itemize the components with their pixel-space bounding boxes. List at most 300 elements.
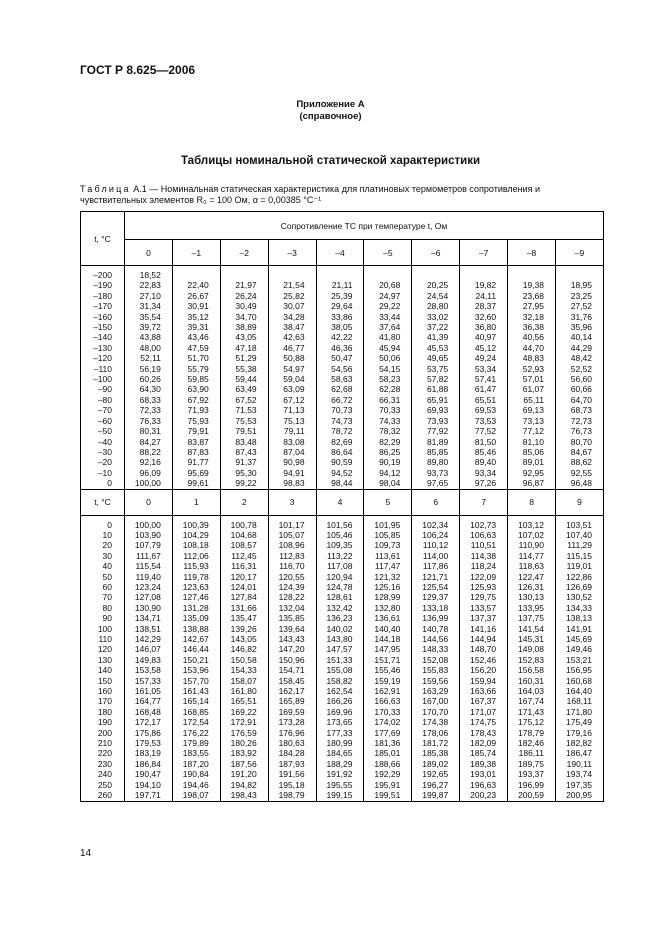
value-cell: 52,11 — [125, 353, 173, 363]
value-cell: 93,34 — [460, 468, 508, 478]
table-row — [81, 343, 604, 353]
temperature-cell: 110 — [81, 634, 125, 644]
value-cell: 54,15 — [364, 364, 412, 374]
value-cell: 150,58 — [220, 655, 268, 665]
temperature-cell: –160 — [81, 312, 125, 322]
value-cell: 48,83 — [508, 353, 556, 363]
value-cell: 53,34 — [460, 364, 508, 374]
value-cell: 31,76 — [556, 312, 604, 322]
value-cell — [172, 270, 220, 280]
value-cell: 139,26 — [220, 624, 268, 634]
temperature-cell: –170 — [81, 301, 125, 311]
value-cell: 175,49 — [556, 717, 604, 727]
value-cell — [268, 270, 316, 280]
value-cell: 76,73 — [556, 426, 604, 436]
value-cell: 40,14 — [556, 332, 604, 342]
value-cell: 86,25 — [364, 447, 412, 457]
value-cell: 200,95 — [556, 790, 604, 801]
value-cell: 36,38 — [508, 322, 556, 332]
value-cell: 117,47 — [364, 561, 412, 571]
value-cell: 153,96 — [172, 665, 220, 675]
temperature-cell: 120 — [81, 644, 125, 654]
value-cell: 135,85 — [268, 613, 316, 623]
value-cell: 62,28 — [364, 384, 412, 394]
value-cell: 170,33 — [364, 707, 412, 717]
value-cell: 168,85 — [172, 707, 220, 717]
value-cell: 194,82 — [220, 780, 268, 790]
value-cell: 54,56 — [316, 364, 364, 374]
value-cell: 146,82 — [220, 644, 268, 654]
value-cell: 141,16 — [460, 624, 508, 634]
value-cell: 125,93 — [460, 582, 508, 592]
value-cell: 114,77 — [508, 551, 556, 561]
value-cell: 19,82 — [460, 280, 508, 290]
table-row — [81, 717, 604, 727]
value-cell: 188,29 — [316, 759, 364, 769]
value-cell: 136,61 — [364, 613, 412, 623]
temperature-cell: 60 — [81, 582, 125, 592]
value-cell: 200,23 — [460, 790, 508, 801]
value-cell: 22,83 — [125, 280, 173, 290]
table-row — [81, 707, 604, 717]
value-cell: 124,39 — [268, 582, 316, 592]
table-row — [81, 280, 604, 290]
value-cell: 110,51 — [460, 540, 508, 550]
value-cell: 115,54 — [125, 561, 173, 571]
value-cell: 35,12 — [172, 312, 220, 322]
value-cell: 88,62 — [556, 457, 604, 467]
value-cell: 112,83 — [268, 551, 316, 561]
value-cell: 151,33 — [316, 655, 364, 665]
value-cell: 83,87 — [172, 437, 220, 447]
value-cell — [316, 270, 364, 280]
value-cell: 141,91 — [556, 624, 604, 634]
value-cell: 195,55 — [316, 780, 364, 790]
value-cell: 49,65 — [412, 353, 460, 363]
value-cell: 140,02 — [316, 624, 364, 634]
value-cell: 89,01 — [508, 457, 556, 467]
value-cell: 163,66 — [460, 686, 508, 696]
value-cell: 190,84 — [172, 769, 220, 779]
value-cell: 119,40 — [125, 572, 173, 582]
value-cell: 121,71 — [412, 572, 460, 582]
value-cell: 116,70 — [268, 561, 316, 571]
value-cell: 100,39 — [172, 520, 220, 530]
table-row — [81, 644, 604, 654]
value-cell: 120,55 — [268, 572, 316, 582]
value-cell: 59,04 — [268, 374, 316, 384]
value-cell: 166,63 — [364, 696, 412, 706]
value-cell: 91,77 — [172, 457, 220, 467]
temperature-cell: 40 — [81, 561, 125, 571]
table-row — [81, 738, 604, 748]
value-cell: 189,75 — [508, 759, 556, 769]
table-row — [81, 447, 604, 457]
value-cell: 164,40 — [556, 686, 604, 696]
temperature-cell: –10 — [81, 468, 125, 478]
temperature-cell: 250 — [81, 780, 125, 790]
value-cell: 56,60 — [556, 374, 604, 384]
value-cell: 45,12 — [460, 343, 508, 353]
temperature-cell: –190 — [81, 280, 125, 290]
value-cell: 78,32 — [364, 426, 412, 436]
value-cell: 27,10 — [125, 291, 173, 301]
value-cell: 41,80 — [364, 332, 412, 342]
value-cell: 63,09 — [268, 384, 316, 394]
value-cell: 186,84 — [125, 759, 173, 769]
value-cell: 21,11 — [316, 280, 364, 290]
value-cell: 101,95 — [364, 520, 412, 530]
value-cell: 102,73 — [460, 520, 508, 530]
value-cell: 169,59 — [268, 707, 316, 717]
table-row — [81, 416, 604, 426]
value-cell: 102,34 — [412, 520, 460, 530]
value-cell: 96,48 — [556, 478, 604, 489]
table-column-header-row — [81, 240, 604, 266]
value-cell: 96,09 — [125, 468, 173, 478]
value-cell: 194,46 — [172, 780, 220, 790]
value-cell: 44,29 — [556, 343, 604, 353]
temperature-cell: 170 — [81, 696, 125, 706]
value-cell: 193,74 — [556, 769, 604, 779]
value-cell: 162,91 — [364, 686, 412, 696]
table-row — [81, 665, 604, 675]
value-cell: 149,46 — [556, 644, 604, 654]
value-cell: 135,09 — [172, 613, 220, 623]
value-cell: 136,99 — [412, 613, 460, 623]
value-cell: 47,18 — [220, 343, 268, 353]
value-cell: 142,29 — [125, 634, 173, 644]
value-cell: 84,27 — [125, 437, 173, 447]
value-cell: 109,73 — [364, 540, 412, 550]
value-cell: 148,70 — [460, 644, 508, 654]
value-cell: 156,95 — [556, 665, 604, 675]
value-cell: 90,98 — [268, 457, 316, 467]
value-cell: 165,89 — [268, 696, 316, 706]
value-cell: 87,83 — [172, 447, 220, 457]
value-cell: 171,43 — [508, 707, 556, 717]
table-header-row-positive — [81, 489, 604, 515]
value-cell: 196,27 — [412, 780, 460, 790]
value-cell: 128,61 — [316, 592, 364, 602]
value-cell: 107,02 — [508, 530, 556, 540]
value-cell: 168,11 — [556, 696, 604, 706]
value-cell: 175,12 — [508, 717, 556, 727]
table-row — [81, 780, 604, 790]
table-row — [81, 301, 604, 311]
value-cell: 180,26 — [220, 738, 268, 748]
table-row — [81, 686, 604, 696]
value-cell: 43,05 — [220, 332, 268, 342]
column-header: –1 — [172, 240, 220, 266]
value-cell: 104,68 — [220, 530, 268, 540]
value-cell — [364, 270, 412, 280]
value-cell: 127,46 — [172, 592, 220, 602]
value-cell: 66,31 — [364, 395, 412, 405]
value-cell: 162,54 — [316, 686, 364, 696]
value-cell: 98,44 — [316, 478, 364, 489]
value-cell: 117,86 — [412, 561, 460, 571]
column-header: –2 — [220, 240, 268, 266]
temperature-cell: 160 — [81, 686, 125, 696]
table-row — [81, 395, 604, 405]
value-cell: 182,82 — [556, 738, 604, 748]
value-cell: 42,22 — [316, 332, 364, 342]
column-header: 0 — [125, 240, 173, 266]
table-row — [81, 634, 604, 644]
value-cell: 122,86 — [556, 572, 604, 582]
value-cell: 98,83 — [268, 478, 316, 489]
temperature-cell: 70 — [81, 592, 125, 602]
value-cell: 39,72 — [125, 322, 173, 332]
value-cell: 81,89 — [412, 437, 460, 447]
table-row — [81, 405, 604, 415]
value-cell: 125,54 — [412, 582, 460, 592]
value-cell: 160,68 — [556, 676, 604, 686]
value-cell: 82,29 — [364, 437, 412, 447]
column-header: 3 — [268, 489, 316, 515]
value-cell: 110,12 — [412, 540, 460, 550]
temperature-cell: –90 — [81, 384, 125, 394]
value-cell: 20,68 — [364, 280, 412, 290]
row-label-header: t, °C — [81, 212, 125, 266]
column-header: 8 — [508, 489, 556, 515]
value-cell: 73,93 — [412, 416, 460, 426]
value-cell: 83,48 — [220, 437, 268, 447]
value-cell: 120,17 — [220, 572, 268, 582]
value-cell: 144,18 — [364, 634, 412, 644]
span-header: Сопротивление ТС при температуре t, Ом — [125, 212, 604, 240]
value-cell: 71,53 — [220, 405, 268, 415]
value-cell: 69,93 — [412, 405, 460, 415]
value-cell: 87,04 — [268, 447, 316, 457]
resistance-table — [80, 211, 604, 802]
value-cell: 38,47 — [268, 322, 316, 332]
value-cell: 174,02 — [364, 717, 412, 727]
temperature-cell: –70 — [81, 405, 125, 415]
value-cell: 46,77 — [268, 343, 316, 353]
value-cell: 117,08 — [316, 561, 364, 571]
value-cell: 77,12 — [508, 426, 556, 436]
value-cell: 40,97 — [460, 332, 508, 342]
value-cell: 195,18 — [268, 780, 316, 790]
value-cell: 87,43 — [220, 447, 268, 457]
value-cell: 119,78 — [172, 572, 220, 582]
value-cell: 171,07 — [460, 707, 508, 717]
value-cell: 185,74 — [460, 748, 508, 758]
value-cell: 90,59 — [316, 457, 364, 467]
value-cell: 99,61 — [172, 478, 220, 489]
value-cell: 35,54 — [125, 312, 173, 322]
value-cell: 112,06 — [172, 551, 220, 561]
temperature-cell: 0 — [81, 478, 125, 489]
value-cell: 29,22 — [364, 301, 412, 311]
table-row — [81, 603, 604, 613]
temperature-cell: –120 — [81, 353, 125, 363]
value-cell: 105,46 — [316, 530, 364, 540]
value-cell: 187,93 — [268, 759, 316, 769]
value-cell: 24,97 — [364, 291, 412, 301]
temperature-cell: 190 — [81, 717, 125, 727]
value-cell: 190,47 — [125, 769, 173, 779]
value-cell: 30,49 — [220, 301, 268, 311]
value-cell: 191,56 — [268, 769, 316, 779]
value-cell: 123,24 — [125, 582, 173, 592]
value-cell: 18,52 — [125, 270, 173, 280]
value-cell: 63,90 — [172, 384, 220, 394]
temperature-cell: 260 — [81, 790, 125, 801]
value-cell: 97,65 — [412, 478, 460, 489]
value-cell: 149,83 — [125, 655, 173, 665]
value-cell: 155,83 — [412, 665, 460, 675]
value-cell: 183,19 — [125, 748, 173, 758]
table-row — [81, 468, 604, 478]
value-cell: 89,40 — [460, 457, 508, 467]
value-cell: 140,78 — [412, 624, 460, 634]
table-row — [81, 613, 604, 623]
value-cell: 66,72 — [316, 395, 364, 405]
value-cell: 155,46 — [364, 665, 412, 675]
value-cell: 196,63 — [460, 780, 508, 790]
value-cell: 146,44 — [172, 644, 220, 654]
value-cell: 65,91 — [412, 395, 460, 405]
value-cell: 132,42 — [316, 603, 364, 613]
table-row — [81, 561, 604, 571]
temperature-cell: 20 — [81, 540, 125, 550]
value-cell: 164,77 — [125, 696, 173, 706]
value-cell: 173,28 — [268, 717, 316, 727]
value-cell: 181,36 — [364, 738, 412, 748]
value-cell: 159,56 — [412, 676, 460, 686]
value-cell: 85,85 — [412, 447, 460, 457]
table-row — [81, 592, 604, 602]
value-cell: 65,11 — [508, 395, 556, 405]
value-cell: 49,24 — [460, 353, 508, 363]
column-header: –6 — [412, 240, 460, 266]
temperature-cell: –60 — [81, 416, 125, 426]
temperature-cell: –200 — [81, 270, 125, 280]
value-cell: 61,07 — [508, 384, 556, 394]
value-cell: 161,80 — [220, 686, 268, 696]
value-cell: 152,83 — [508, 655, 556, 665]
value-cell: 74,73 — [316, 416, 364, 426]
value-cell: 26,24 — [220, 291, 268, 301]
value-cell: 113,22 — [316, 551, 364, 561]
value-cell: 128,99 — [364, 592, 412, 602]
value-cell: 154,71 — [268, 665, 316, 675]
value-cell: 169,96 — [316, 707, 364, 717]
value-cell: 59,85 — [172, 374, 220, 384]
temperature-cell: 0 — [81, 520, 125, 530]
value-cell: 73,13 — [508, 416, 556, 426]
value-cell: 135,47 — [220, 613, 268, 623]
value-cell: 159,19 — [364, 676, 412, 686]
value-cell: 184,65 — [316, 748, 364, 758]
value-cell: 183,55 — [172, 748, 220, 758]
column-header: 1 — [172, 489, 220, 515]
value-cell: 170,70 — [412, 707, 460, 717]
value-cell: 118,24 — [460, 561, 508, 571]
value-cell: 191,92 — [316, 769, 364, 779]
value-cell: 26,67 — [172, 291, 220, 301]
value-cell: 175,86 — [125, 728, 173, 738]
value-cell: 198,07 — [172, 790, 220, 801]
value-cell: 162,17 — [268, 686, 316, 696]
table-caption-prefix: Таблица — [80, 184, 131, 194]
value-cell: 130,90 — [125, 603, 173, 613]
value-cell: 67,92 — [172, 395, 220, 405]
value-cell: 187,20 — [172, 759, 220, 769]
table-row — [81, 540, 604, 550]
value-cell: 179,89 — [172, 738, 220, 748]
value-cell: 23,25 — [556, 291, 604, 301]
table-row — [81, 551, 604, 561]
value-cell: 141,54 — [508, 624, 556, 634]
value-cell: 137,75 — [508, 613, 556, 623]
value-cell: 41,39 — [412, 332, 460, 342]
table-caption — [80, 184, 600, 206]
value-cell: 123,63 — [172, 582, 220, 592]
column-header: –7 — [460, 240, 508, 266]
value-cell: 94,52 — [316, 468, 364, 478]
value-cell: 54,97 — [268, 364, 316, 374]
value-cell: 180,63 — [268, 738, 316, 748]
value-cell: 100,78 — [220, 520, 268, 530]
temperature-cell: 50 — [81, 572, 125, 582]
value-cell: 69,53 — [460, 405, 508, 415]
column-header: –8 — [508, 240, 556, 266]
value-cell: 120,94 — [316, 572, 364, 582]
temperature-cell: 210 — [81, 738, 125, 748]
value-cell: 20,25 — [412, 280, 460, 290]
value-cell: 192,65 — [412, 769, 460, 779]
value-cell: 101,17 — [268, 520, 316, 530]
value-cell: 189,38 — [460, 759, 508, 769]
value-cell: 63,49 — [220, 384, 268, 394]
value-cell: 136,23 — [316, 613, 364, 623]
value-cell: 32,18 — [508, 312, 556, 322]
value-cell: 130,13 — [508, 592, 556, 602]
value-cell: 190,11 — [556, 759, 604, 769]
value-cell: 65,51 — [460, 395, 508, 405]
value-cell: 95,69 — [172, 468, 220, 478]
value-cell: 78,72 — [316, 426, 364, 436]
value-cell: 48,42 — [556, 353, 604, 363]
value-cell: 40,56 — [508, 332, 556, 342]
value-cell: 146,07 — [125, 644, 173, 654]
table-row — [81, 457, 604, 467]
temperature-cell: 150 — [81, 676, 125, 686]
value-cell: 22,40 — [172, 280, 220, 290]
value-cell: 85,46 — [460, 447, 508, 457]
column-header: –9 — [556, 240, 604, 266]
temperature-cell: –50 — [81, 426, 125, 436]
value-cell: 121,32 — [364, 572, 412, 582]
value-cell: 94,12 — [364, 468, 412, 478]
value-cell: 67,12 — [268, 395, 316, 405]
value-cell: 61,47 — [460, 384, 508, 394]
value-cell: 81,50 — [460, 437, 508, 447]
value-cell: 187,56 — [220, 759, 268, 769]
value-cell: 105,07 — [268, 530, 316, 540]
value-cell: 105,85 — [364, 530, 412, 540]
value-cell: 142,67 — [172, 634, 220, 644]
value-cell: 86,64 — [316, 447, 364, 457]
temperature-cell: 200 — [81, 728, 125, 738]
value-cell: 90,19 — [364, 457, 412, 467]
value-cell: 37,22 — [412, 322, 460, 332]
value-cell: 129,37 — [412, 592, 460, 602]
